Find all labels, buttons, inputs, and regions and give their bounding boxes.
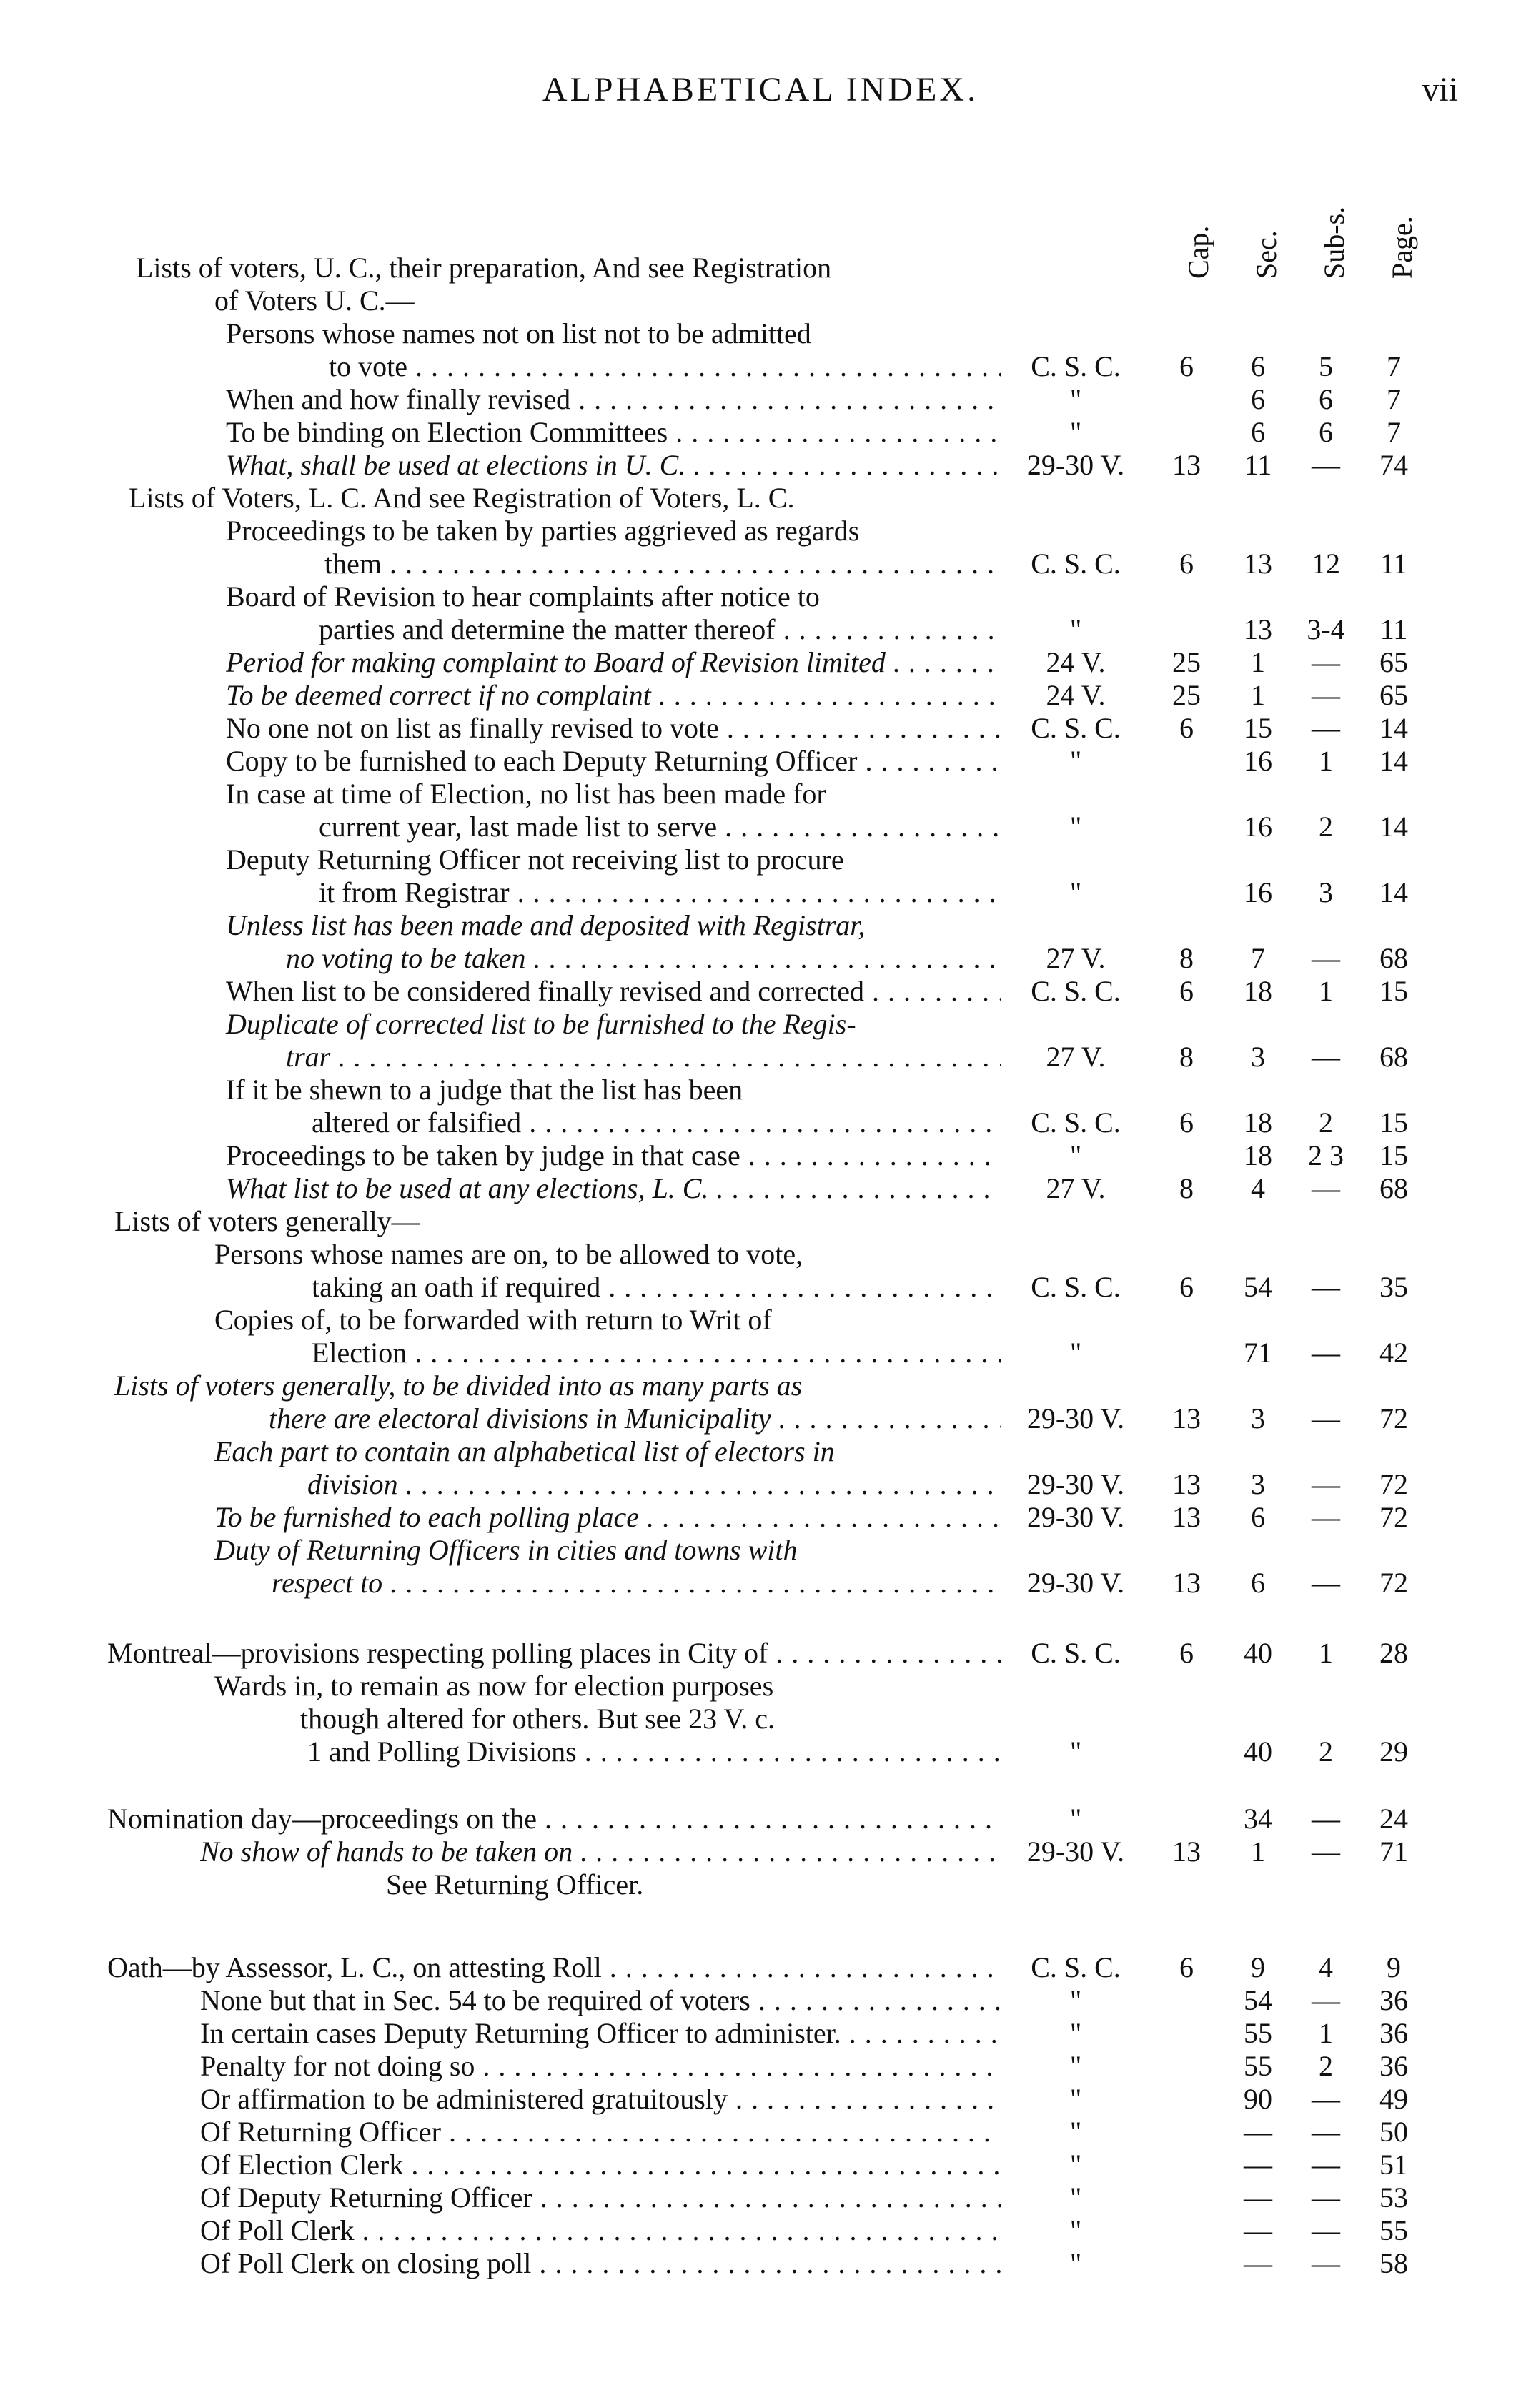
ref-cap: " [1069,613,1082,645]
index-entry [0,1835,1521,1868]
ref-section: 16 [1244,745,1272,777]
ref-cap: " [1069,1735,1082,1768]
index-entry [0,317,1521,383]
index-entry [0,646,1521,679]
column-header-sec: Sec. [1250,230,1282,279]
ref-section: 3 [1251,1468,1265,1500]
ref-section: 40 [1244,1735,1272,1768]
ref-section: 90 [1244,2083,1272,2115]
entry-text-line: it from Registrar . . . [319,876,1001,909]
ref-section: 16 [1244,811,1272,843]
entry-text-line: Duty of Returning Officers in cities and towns with [214,1534,798,1566]
entry-text-line: What, shall be used at elections in U. C. . . . [226,449,1001,482]
ref-cap: C. S. C. [1031,1637,1121,1669]
entry-text-line: altered or falsified . . . [312,1106,1001,1139]
ref-cap: " [1069,745,1082,777]
ref-subsection: 1 [1319,2017,1333,2049]
ref-chapter: 13 [1172,1835,1201,1868]
index-entry [0,2116,1521,2149]
ref-subsection: — [1312,1501,1340,1533]
ref-section: 71 [1244,1337,1272,1369]
index-entry [0,1139,1521,1172]
ref-section: 54 [1244,1984,1272,2016]
ref-subsection: 12 [1312,548,1340,580]
ref-section: — [1244,2247,1272,2279]
ref-subsection: — [1312,2083,1340,2115]
entry-text-line: Of Poll Clerk . . . [200,2214,1001,2247]
ref-page: 50 [1379,2116,1408,2148]
ref-chapter: 8 [1179,1041,1194,1073]
ref-cap: " [1069,2181,1082,2214]
ref-page: 42 [1379,1337,1408,1369]
ref-page: 51 [1379,2149,1408,2181]
entry-text-line: In case at time of Election, no list has been made for [226,778,826,810]
ref-subsection: 6 [1319,383,1333,415]
ref-page: 11 [1379,548,1408,580]
ref-cap: C. S. C. [1031,548,1121,580]
entry-text-line: Persons whose names not on list not to be admitted [226,317,811,350]
entry-text-line: If it be shewn to a judge that the list has been [226,1074,743,1106]
ref-section: 54 [1244,1271,1272,1303]
ref-cap: 29-30 V. [1026,1835,1125,1868]
ref-section: 11 [1244,449,1272,481]
index-entry [0,1984,1521,2017]
entry-text-line: Oath—by Assessor, L. C., on attesting Roll . . . [107,1951,1001,1984]
entry-text-line: Lists of voters, U. C., their preparation, And see Registration [136,252,832,284]
index-entry [0,515,1521,580]
index-entry [0,712,1521,745]
ref-page: 71 [1379,1835,1408,1868]
ref-subsection: 5 [1319,350,1333,382]
ref-section: 18 [1244,1106,1272,1139]
entry-text-line: Unless list has been made and deposited with Registrar, [226,909,866,941]
ref-cap: " [1069,2214,1082,2246]
ref-chapter: 8 [1179,1172,1194,1204]
ref-cap: " [1069,2149,1082,2181]
column-header-subs: Sub-s. [1318,206,1350,279]
index-entry [0,2149,1521,2181]
entry-text-line: Proceedings to be taken by judge in that case . . . [226,1139,1001,1172]
entry-text-line: respect to . . . [272,1567,1001,1600]
ref-subsection: 1 [1319,975,1333,1007]
ref-page: 36 [1379,2017,1408,2049]
index-entry [0,1172,1521,1205]
entry-text-line: Copies of, to be forwarded with return to Writ of [214,1304,772,1336]
ref-subsection: 1 [1319,745,1333,777]
ref-chapter: 6 [1179,548,1194,580]
ref-subsection: 3 [1319,876,1333,908]
entry-text-line: Copy to be furnished to each Deputy Returning Officer . . . [226,745,1001,778]
index-entry [0,580,1521,646]
entry-text-line: Of Returning Officer . . . [200,2116,1001,2149]
ref-section: 1 [1251,679,1265,711]
ref-chapter: 8 [1179,942,1194,974]
ref-section: 9 [1251,1951,1265,1983]
entry-text-line: Lists of voters generally— [114,1205,420,1237]
index-entry [0,1951,1521,1984]
ref-section: 55 [1244,2017,1272,2049]
ref-subsection: — [1312,2181,1340,2214]
ref-subsection: — [1312,1803,1340,1835]
entry-text-line: Duplicate of corrected list to be furnished to the Regis- [226,1008,856,1040]
entry-text-line: What list to be used at any elections, L. C. . . . [226,1172,1001,1205]
ref-cap: C. S. C. [1031,350,1121,382]
ref-page: 7 [1387,416,1401,448]
ref-subsection: 4 [1319,1951,1333,1983]
ref-subsection: — [1312,1835,1340,1868]
ref-cap: 27 V. [1046,1172,1106,1204]
entry-text-line: Or affirmation to be administered gratuitously . . . [200,2083,1001,2116]
ref-page: 15 [1379,975,1408,1007]
ref-subsection: — [1312,679,1340,711]
ref-subsection: 3-4 [1307,613,1345,645]
entry-text-line: no voting to be taken . . . [286,942,1001,975]
ref-page: 35 [1379,1271,1408,1303]
ref-cap: " [1069,876,1082,908]
ref-page: 55 [1379,2214,1408,2246]
ref-page: 72 [1379,1567,1408,1599]
column-header-page: Page. [1386,216,1418,279]
index-entry [0,383,1521,416]
entry-text-line: To be furnished to each polling place . . . [214,1501,1001,1534]
entry-text-line: When list to be considered finally revised and corrected . . . [226,975,1001,1008]
ref-chapter: 13 [1172,1567,1201,1599]
entry-text-line: though altered for others. But see 23 V. c. [300,1703,775,1735]
ref-page: 7 [1387,383,1401,415]
index-entry [0,1670,1521,1768]
entry-text-line: See Returning Officer. [386,1868,644,1901]
ref-cap: " [1069,1984,1082,2016]
ref-page: 15 [1379,1139,1408,1171]
ref-page: 65 [1379,679,1408,711]
ref-cap: 24 V. [1046,679,1106,711]
ref-cap: 27 V. [1046,942,1106,974]
index-entry [0,449,1521,482]
ref-chapter: 13 [1172,1501,1201,1533]
index-entry [0,1501,1521,1534]
ref-subsection: — [1312,449,1340,481]
ref-subsection: 2 3 [1308,1139,1344,1171]
column-header-cap: Cap. [1182,225,1214,279]
ref-subsection: — [1312,2149,1340,2181]
ref-page: 24 [1379,1803,1408,1835]
ref-cap: 27 V. [1046,1041,1106,1073]
entry-text-line: parties and determine the matter thereof . . . [319,613,1001,646]
ref-page: 68 [1379,942,1408,974]
ref-page: 68 [1379,1172,1408,1204]
ref-page: 7 [1387,350,1401,382]
ref-page: 9 [1387,1951,1401,1983]
entry-text-line: Lists of voters generally, to be divided into as many parts as [114,1369,803,1402]
ref-page: 14 [1379,811,1408,843]
ref-cap: " [1069,383,1082,415]
ref-subsection: — [1312,1041,1340,1073]
index-entry [0,1803,1521,1835]
index-entry [0,975,1521,1008]
ref-section: 40 [1244,1637,1272,1669]
ref-section: 6 [1251,350,1265,382]
entry-text-line: Montreal—provisions respecting polling places in City of . . . [107,1637,1001,1670]
ref-page: 68 [1379,1041,1408,1073]
ref-page: 36 [1379,1984,1408,2016]
index-entry [0,2050,1521,2083]
ref-section: 16 [1244,876,1272,908]
ref-subsection: — [1312,1172,1340,1204]
ref-cap: " [1069,2083,1082,2115]
ref-cap: 29-30 V. [1026,449,1125,481]
entry-text-line: Board of Revision to hear complaints after notice to [226,580,820,613]
ref-section: 3 [1251,1402,1265,1435]
entry-text-line: Penalty for not doing so . . . [200,2050,1001,2083]
ref-subsection: 2 [1319,1735,1333,1768]
ref-subsection: 2 [1319,1106,1333,1139]
index-entry [0,1534,1521,1600]
ref-subsection: — [1312,1567,1340,1599]
entry-text-line: of Voters U. C.— [214,284,415,317]
ref-subsection: — [1312,2116,1340,2148]
index-entry [0,1369,1521,1435]
ref-subsection: — [1312,712,1340,744]
entry-text-line: division . . . [307,1468,1001,1501]
index-entry [0,1304,1521,1369]
ref-section: 13 [1244,548,1272,580]
index-entry [0,2247,1521,2280]
ref-section: 7 [1251,942,1265,974]
ref-cap: 29-30 V. [1026,1402,1125,1435]
ref-page: 53 [1379,2181,1408,2214]
ref-page: 14 [1379,712,1408,744]
page-number: vii [1422,71,1458,109]
ref-section: 18 [1244,975,1272,1007]
index-entry [0,482,1521,515]
ref-subsection: — [1312,1468,1340,1500]
ref-subsection: — [1312,2214,1340,2246]
ref-cap: " [1069,811,1082,843]
index-entry [0,2017,1521,2050]
ref-section: — [1244,2214,1272,2246]
ref-section: 55 [1244,2050,1272,2082]
ref-subsection: 2 [1319,2050,1333,2082]
ref-subsection: 2 [1319,811,1333,843]
index-entry [0,2214,1521,2247]
ref-chapter: 6 [1179,712,1194,744]
ref-section: 34 [1244,1803,1272,1835]
ref-section: 4 [1251,1172,1265,1204]
index-entry [0,1435,1521,1501]
ref-chapter: 6 [1179,1271,1194,1303]
ref-section: 13 [1244,613,1272,645]
ref-subsection: — [1312,646,1340,678]
ref-cap: 29-30 V. [1026,1567,1125,1599]
ref-page: 11 [1379,613,1408,645]
ref-section: 6 [1251,1501,1265,1533]
entry-text-line: Nomination day—proceedings on the . . . [107,1803,1001,1835]
entry-text-line: taking an oath if required . . . [312,1271,1001,1304]
ref-cap: " [1069,1803,1082,1835]
ref-chapter: 13 [1172,449,1201,481]
index-entry [0,1637,1521,1670]
ref-page: 36 [1379,2050,1408,2082]
ref-cap: " [1069,1337,1082,1369]
index-entry [0,2181,1521,2214]
ref-cap: C. S. C. [1031,1106,1121,1139]
ref-chapter: 6 [1179,1637,1194,1669]
ref-section: 3 [1251,1041,1265,1073]
ref-page: 15 [1379,1106,1408,1139]
entry-text-line: Of Deputy Returning Officer . . . [200,2181,1001,2214]
ref-cap: " [1069,416,1082,448]
ref-page: 29 [1379,1735,1408,1768]
ref-section: 6 [1251,416,1265,448]
index-entry [0,909,1521,975]
ref-subsection: 6 [1319,416,1333,448]
ref-section: — [1244,2116,1272,2148]
ref-section: 6 [1251,383,1265,415]
index-entry [0,843,1521,909]
entry-text-line: No show of hands to be taken on . . . [200,1835,1001,1868]
ref-page: 58 [1379,2247,1408,2279]
ref-chapter: 25 [1172,646,1201,678]
entry-text-line: To be deemed correct if no complaint . . . [226,679,1001,712]
ref-section: — [1244,2181,1272,2214]
ref-cap: " [1069,2017,1082,2049]
ref-page: 28 [1379,1637,1408,1669]
ref-page: 14 [1379,876,1408,908]
ref-subsection: — [1312,1337,1340,1369]
ref-chapter: 13 [1172,1468,1201,1500]
ref-subsection: — [1312,1984,1340,2016]
entry-text-line: When and how finally revised . . . [226,383,1001,416]
index-entry [0,1008,1521,1074]
entry-text-line: Wards in, to remain as now for election purposes [214,1670,774,1702]
ref-subsection: — [1312,1402,1340,1435]
index-entry [0,1868,1521,1901]
ref-page: 72 [1379,1501,1408,1533]
ref-page: 49 [1379,2083,1408,2115]
ref-subsection: — [1312,942,1340,974]
index-entry [0,1205,1521,1238]
entry-text-line: Proceedings to be taken by parties aggrieved as regards [226,515,860,547]
ref-section: 18 [1244,1139,1272,1171]
ref-cap: C. S. C. [1031,1951,1121,1983]
index-entry [0,1238,1521,1304]
ref-page: 72 [1379,1402,1408,1435]
ref-cap: 24 V. [1046,646,1106,678]
page-title: ALPHABETICAL INDEX. [542,71,979,109]
index-entry [0,679,1521,712]
ref-cap: 29-30 V. [1026,1501,1125,1533]
entry-text-line: No one not on list as finally revised to vote . . . [226,712,1001,745]
entry-text-line: Each part to contain an alphabetical list of electors in [214,1435,835,1467]
index-entry [0,745,1521,778]
ref-chapter: 6 [1179,1951,1194,1983]
entry-text-line: To be binding on Election Committees . . . [226,416,1001,449]
ref-page: 72 [1379,1468,1408,1500]
index-entry [0,416,1521,449]
ref-page: 74 [1379,449,1408,481]
ref-chapter: 6 [1179,975,1194,1007]
entry-text-line: Of Poll Clerk on closing poll . . . [200,2247,1001,2280]
ref-cap: " [1069,2247,1082,2279]
ref-subsection: — [1312,2247,1340,2279]
entry-text-line: to vote . . . [329,350,1001,383]
ref-section: 15 [1244,712,1272,744]
ref-chapter: 25 [1172,679,1201,711]
entry-text-line: Deputy Returning Officer not receiving list to procure [226,843,844,876]
ref-cap: " [1069,2050,1082,2082]
entry-text-line: trar . . . [286,1041,1001,1074]
ref-cap: C. S. C. [1031,712,1121,744]
index-entry [0,778,1521,843]
entry-text-line: Period for making complaint to Board of Revision limited . . . [226,646,1001,679]
ref-cap: 29-30 V. [1026,1468,1125,1500]
ref-section: 6 [1251,1567,1265,1599]
entry-text-line: In certain cases Deputy Returning Officer to administer. . . . [200,2017,1001,2050]
ref-section: 1 [1251,646,1265,678]
ref-chapter: 6 [1179,350,1194,382]
index-entry [0,2083,1521,2116]
ref-section: — [1244,2149,1272,2181]
ref-subsection: — [1312,1271,1340,1303]
entry-text-line: 1 and Polling Divisions . . . [307,1735,1001,1768]
ref-section: 1 [1251,1835,1265,1868]
ref-chapter: 6 [1179,1106,1194,1139]
ref-chapter: 13 [1172,1402,1201,1435]
entry-text-line: Of Election Clerk . . . [200,2149,1001,2181]
ref-cap: " [1069,2116,1082,2148]
ref-page: 65 [1379,646,1408,678]
ref-cap: " [1069,1139,1082,1171]
entry-text-line: None but that in Sec. 54 to be required of voters . . . [200,1984,1001,2017]
entry-text-line: Persons whose names are on, to be allowed to vote, [214,1238,803,1270]
index-entry [0,1074,1521,1139]
ref-cap: C. S. C. [1031,975,1121,1007]
entry-text-line: there are electoral divisions in Municipality . . . [269,1402,1001,1435]
ref-page: 14 [1379,745,1408,777]
entry-text-line: Lists of Voters, L. C. And see Registration of Voters, L. C. [129,482,795,514]
entry-text-line: current year, last made list to serve . . . [319,811,1001,843]
entry-text-line: them . . . [324,548,1001,580]
ref-subsection: 1 [1319,1637,1333,1669]
ref-cap: C. S. C. [1031,1271,1121,1303]
entry-text-line: Election . . . [312,1337,1001,1369]
index-entry [0,252,1521,317]
